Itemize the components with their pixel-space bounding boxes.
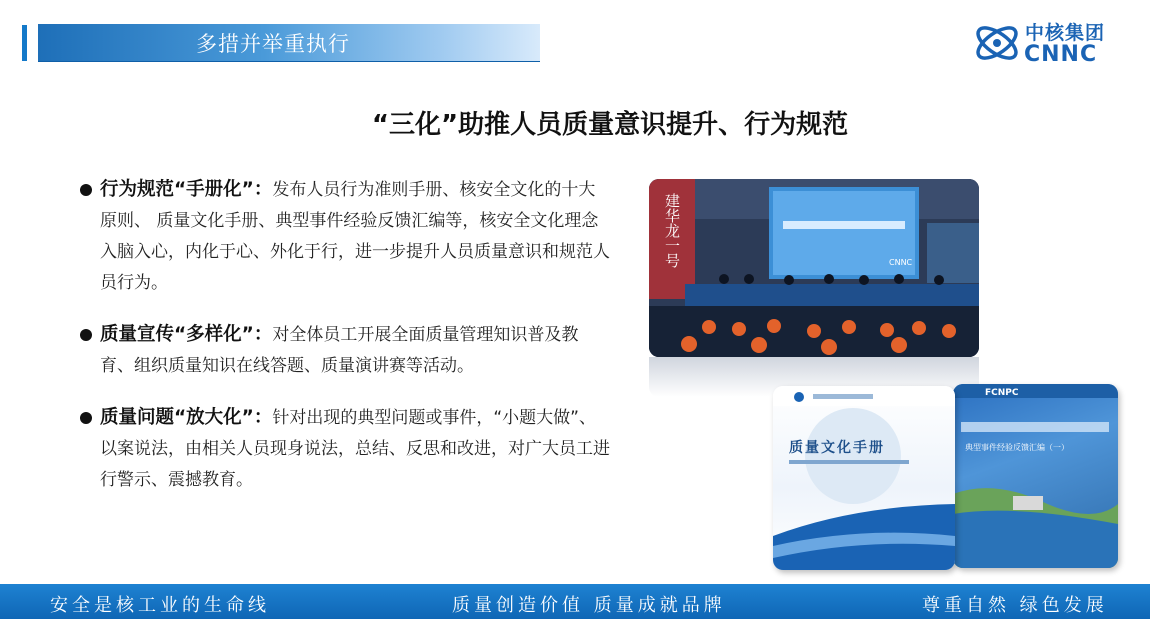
booklet-back-brand: FCNPC [985,388,1019,398]
bullet-heading: 质量宣传“多样化”： [100,324,273,345]
photo-side-banner: 建华龙一号 [663,193,681,268]
booklet-front-title: 质量文化手册 [789,440,885,456]
quality-culture-handbook [773,386,955,570]
bullet-text: 对全体员工开展全面质量管理知识普及教育、组织质量知识在线答题、质量演讲赛等活动。 [100,325,579,376]
footer-slogan-right: 尊重自然 绿色发展 [922,595,1108,616]
feedback-compilation-booklet [953,384,1118,568]
bullet-dot-icon [80,184,92,196]
page-title: “三化”助推人员质量意识提升、行为规范 [371,110,849,140]
section-title: 多措并举重执行 [196,32,350,56]
footer-slogan-center: 质量创造价值 质量成就品牌 [452,595,726,616]
bullet-heading: 质量问题“放大化”： [100,407,273,428]
bullet-dot-icon [80,412,92,424]
bullet-text: 发布人员行为准则手册、核安全文化的十大原则、 质量文化手册、典型事件经验反馈汇编等，核安全文化理念入脑入心，内化于心、外化于行，进一步提升人员质量意识和规范人员行为。 [100,180,610,293]
bullet-item [80,174,610,299]
booklet-back-subtitle: 典型事件经验反馈汇编（一） [965,443,1069,452]
photo-screen-logo: CNNC [889,258,913,267]
meeting-photo [649,179,979,357]
bullet-item [80,319,610,382]
bullet-item [80,402,610,496]
bullet-list [80,174,610,516]
bullet-text: 针对出现的典型问题或事件，“小题大做”、以案说法，由相关人员现身说法，总结、反思和改进，对广大员工进行警示、震撼教育。 [100,408,610,490]
bullet-heading: 行为规范“手册化”： [100,179,273,200]
logo-english-text: CNNC [1024,42,1098,67]
header-accent-bar [22,25,27,61]
footer-slogan-left: 安全是核工业的生命线 [50,595,270,616]
bullet-dot-icon [80,329,92,341]
logo-chinese-text: 中核集团 [1025,22,1106,44]
